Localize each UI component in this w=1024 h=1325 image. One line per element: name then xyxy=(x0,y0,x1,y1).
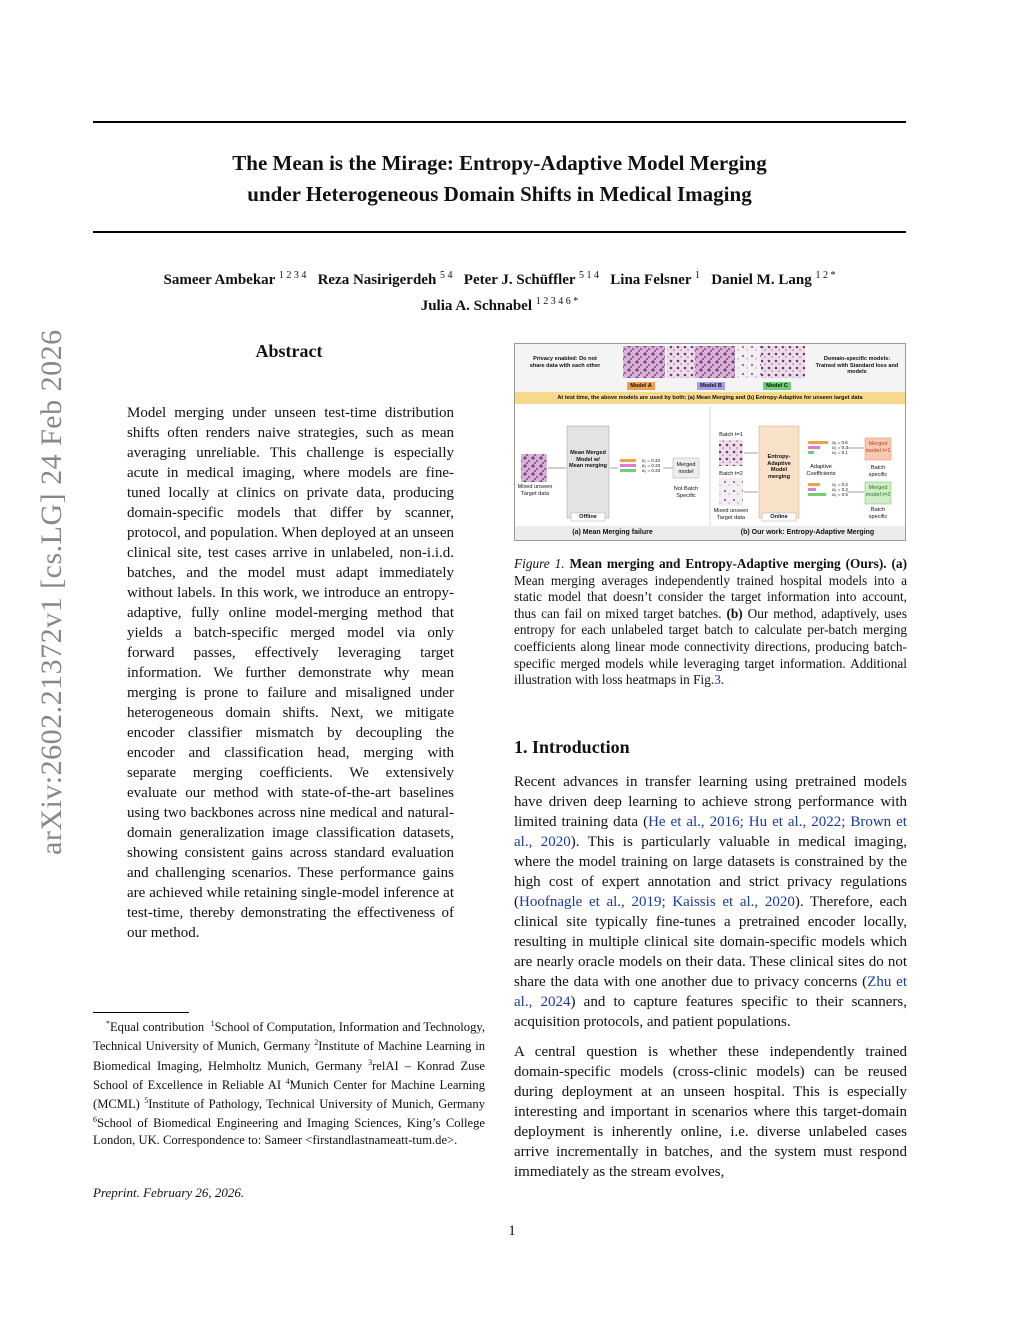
citation-link[interactable]: Zhu et al., 2024 xyxy=(514,974,907,1010)
author-name: Reza Nasirigerdeh xyxy=(317,272,437,288)
model-b-label: Model B xyxy=(700,383,722,389)
affiliations-footnote: *Equal contribution $^1$School of Computation, Information and Technology, Technical University of Munich, Germany $^2$Institute of Machine Learning in Biomedical Imaging, Helmholtz Munich, Germany $^3$relAI – Konrad Zuse School of Excellence in Reliable AI $^4$Munich Center for Machine Learning (MCML) $^5$Institute of Pathology, Technical University of Munich, Germany $^6$School of Biomedical Engineering and Imaging Sciences, King’s College London, UK. Correspondence to: Sameer <firstandlastnameatt-tum.de>. xyxy=(93,1019,486,1147)
introduction-body xyxy=(514,772,907,1192)
author-name: Sameer Ambekar xyxy=(163,272,276,288)
author-name: Daniel M. Lang xyxy=(711,272,812,288)
not-batch-label: Not Batch Specific xyxy=(673,486,699,499)
coef-label: α₂ = 0.33 xyxy=(641,463,661,468)
coef-bar xyxy=(808,493,826,496)
tissue-image xyxy=(695,346,735,378)
coef-label: α₂ = 0.3 xyxy=(832,445,848,450)
merged-model-label: Merged model xyxy=(676,462,696,475)
coef-label: α₁ = 0.3 xyxy=(832,482,848,487)
batch-specific-label: Batch specific xyxy=(868,465,888,478)
coef-label: α₃ = 0.5 xyxy=(832,492,848,497)
coef-bar xyxy=(808,441,828,444)
batch-image xyxy=(719,440,743,466)
coef-bar xyxy=(620,469,636,472)
citation-link[interactable]: He et al., 2016; Hu et al., 2022; Brown et al., 2020 xyxy=(514,814,907,850)
adaptive-coef-label: Adaptive Coefficients xyxy=(806,464,836,477)
online-label: Online xyxy=(770,514,788,520)
mixed-unseen-label: Mixed unseen Target data xyxy=(517,484,553,497)
title-bottom-rule xyxy=(93,231,906,233)
domain-models-label: Domain-specific models: Trained with Standard loss and models xyxy=(815,356,899,376)
merged-t2-label: Merged model t=2 xyxy=(865,485,891,498)
coef-label: α₃ = 0.1 xyxy=(832,450,848,455)
mean-model-box xyxy=(567,426,609,518)
batch2-label: Batch t=2 xyxy=(719,471,743,477)
mixed-unseen-b-label: Mixed unseen Target data xyxy=(713,508,749,521)
figure-caption: Figure 1. Mean merging and Entropy-Adaptive merging (Ours). (a) Mean merging averages independently trained hospital models into a static model that doesn’t consider the target information into account, thus can fail on mixed target batches. (b) Our method, adaptively, uses entropy for each unlabeled target batch to calculate per-batch merging coefficients along linear mode connectivity directions, producing batch-specific merged models while leveraging target information. Additional illustration with loss heatmaps in Fig.3. xyxy=(514,556,908,688)
coef-bar xyxy=(808,451,814,454)
coef-label: α₁ = 0.33 xyxy=(641,458,660,463)
privacy-label: Privacy enabled: Do not share data with each other xyxy=(529,356,601,369)
paragraph: A central question is whether these independently trained domain-specific models (cross-clinic models) can be reused during deployment at an unseen hospital. This is especially interesting and important in scenarios where this target-domain deployment is inherently online, i.e. diverse unlabeled cases arrive incrementally in batches, and the system must respond immediately as the stream evolves, xyxy=(514,1044,907,1180)
coef-label: α₂ = 0.2 xyxy=(832,487,848,492)
offline-label: Offline xyxy=(579,514,597,520)
banner-label: At test time, the above models are used by both: (a) Mean Merging and (b) Entropy-Adaptive for unseen target data xyxy=(557,395,863,401)
tissue-image xyxy=(623,346,665,378)
merged-t1-label: Merged model t=1 xyxy=(865,441,891,454)
abstract-heading: Abstract xyxy=(255,341,323,361)
author-name: Peter J. Schüffler xyxy=(463,272,576,288)
abstract-text: Model merging under unseen test-time distribution shifts often renders naive strategies, such as mean averaging unreliable. This challenge is especially acute in medical imaging, where models are fine-tuned locally at clinics on private data, producing domain-specific models that differ by scanner, protocol, and population. When deployed at an unseen clinical site, test cases arrive in unlabeled, non-i.i.d. batches, and the model must adapt immediately without labels. In this work, we introduce an entropy-adaptive, fully online model-merging method that yields a batch-specific merged model via only forward passes, effectively leveraging target information. We further demonstrate why mean merging is prone to failure and misaligned under heterogeneous domain shifts. Next, we mitigate encoder classifier mismatch by decoupling the encoder and classification head, merging with separate merging coefficients. We extensively evaluate our method with state-of-the-art baselines using two backbones across nine medical and natural-domain generalization image classification datasets, showing consistent gains across standard evaluation and challenging scenarios. These performance gains are achieved while retaining single-model inference at test-time, thereby demonstrating the effectiveness of our method. xyxy=(127,405,454,941)
entropy-model-label: Entropy-Adaptive Model merging xyxy=(767,454,791,480)
citation-link[interactable]: Hoofnagle et al., 2019; Kaissis et al., 2020 xyxy=(519,894,795,910)
coef-label: α₁ = 0.6 xyxy=(832,440,848,445)
author-name: Julia A. Schnabel xyxy=(420,298,533,314)
batch-specific-label: Batch specific xyxy=(868,507,888,520)
target-data-image xyxy=(521,454,547,482)
arxiv-identifier[interactable]: arXiv:2602.21372v1 [cs.LG] 24 Feb 2026 xyxy=(35,329,68,855)
coef-label: α₃ = 0.33 xyxy=(641,468,661,473)
figure-ref-link[interactable]: 3 xyxy=(714,672,721,688)
paper-title: The Mean is the Mirage: Entropy-Adaptive Model Merging under Heterogeneous Domain Shifts in Medical Imaging xyxy=(232,151,767,206)
top-rule xyxy=(93,121,906,123)
footnote-rule xyxy=(93,1012,189,1013)
figure-1 xyxy=(514,343,906,541)
coef-bar xyxy=(620,459,636,462)
coef-bar xyxy=(808,488,816,491)
preprint-note: Preprint. February 26, 2026. xyxy=(93,1185,245,1200)
tissue-image xyxy=(761,346,805,378)
section-heading: 1. Introduction xyxy=(514,737,630,757)
coef-bar xyxy=(620,464,636,467)
model-c-label: Model C xyxy=(766,383,788,389)
coef-bar xyxy=(808,446,820,449)
author-list: Sameer Ambekar $^{1 2 3 4}$ Reza Nasirigerdeh $^{5 4}$ Peter J. Schüffler $^{5 1 4}$ Lina Felsner $^1$ Daniel M. Lang $^{1 2 *}$ Julia A. Schnabel $^{1 2 3 4 6 *}$ xyxy=(163,270,836,314)
batch1-label: Batch t=1 xyxy=(719,432,743,438)
panel-b-label: (b) Our work: Entropy-Adaptive Merging xyxy=(740,529,875,536)
mean-model-label: Mean Merged Model w/ Mean merging xyxy=(569,450,607,470)
panel-a-label: (a) Mean Merging failure xyxy=(572,529,653,536)
page-number: 1 xyxy=(508,1223,516,1239)
paragraph: Recent advances in transfer learning using pretrained models have driven deep learning to achieve strong performance with limited training data (He et al., 2016; Hu et al., 2022; Brown et al., 2020). This is particularly valuable in medical imaging, where the model training on large datasets is constrained by the high cost of expert annotation and strict privacy regulations (Hoofnagle et al., 2019; Kaissis et al., 2020). Therefore, each clinical site typically fine-tunes a pretrained encoder locally, resulting in multiple clinical site domain-specific models which are nearly oracle models on their data. These clinical sites do not share the data with one another due to privacy concerns (Zhu et al., 2024) and to capture features specific to their scanners, acquisition protocols, and patient populations. xyxy=(514,774,907,1030)
batch-image xyxy=(719,478,743,506)
model-a-label: Model A xyxy=(630,383,652,389)
author-name: Lina Felsner xyxy=(610,272,692,288)
coef-bar xyxy=(808,483,820,486)
